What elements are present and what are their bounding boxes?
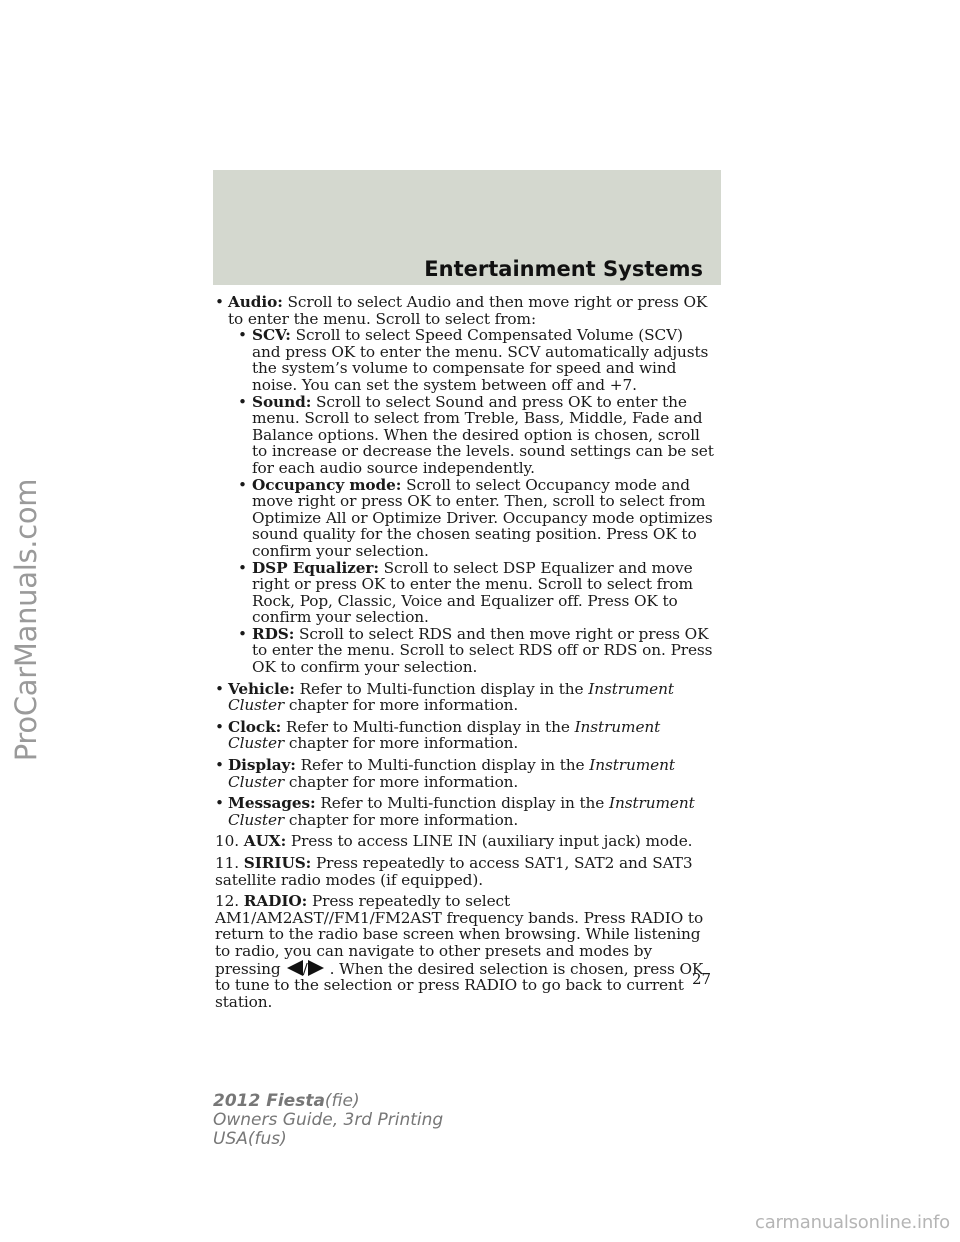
numbered-item-aux xyxy=(215,833,715,850)
item-text: Scroll to select Sound and press OK to enter the menu. Scroll to select from Treble, Bass, Middle, Fade and Balance options. When the desired option is chosen, scroll to increase or decrease the levels. sound settings can be set for each audio source independently. xyxy=(252,392,714,477)
item-text: Scroll to select Speed Compensated Volume (SCV) and press OK to enter the menu. SCV automatically adjusts the system’s volume to compensate for speed and wind noise. You can set the system between off and +7. xyxy=(252,326,709,394)
item-label: SIRIUS: xyxy=(243,854,312,872)
arrow-separator: / xyxy=(302,959,308,978)
chapter-reference: Instrument Cluster xyxy=(228,794,695,829)
bullet: • xyxy=(238,558,247,577)
item-label: AUX: xyxy=(243,832,287,851)
list-item-audio xyxy=(215,294,715,327)
bullet: • xyxy=(238,392,247,411)
item-number: 11. xyxy=(215,854,240,872)
footer-market: USA xyxy=(213,1129,248,1149)
item-text: Refer to Multi-function display in the xyxy=(299,679,589,698)
sub-item-sound xyxy=(229,394,715,477)
footer-model-code: (fie) xyxy=(324,1091,360,1111)
sub-item-rds xyxy=(229,626,715,676)
item-text-tail: chapter for more information. xyxy=(284,696,519,715)
page-content xyxy=(215,294,715,1010)
item-text: Refer to Multi-function display in the xyxy=(320,794,610,813)
item-label: Sound: xyxy=(252,392,312,411)
bullet: • xyxy=(238,624,247,643)
item-label: RADIO: xyxy=(243,892,308,911)
bullet: • xyxy=(238,475,247,494)
list-item-vehicle xyxy=(215,681,715,714)
bullet: • xyxy=(215,794,224,813)
item-label: Display: xyxy=(228,756,296,775)
item-text: Refer to Multi-function display in the xyxy=(300,756,590,775)
item-text: Refer to Multi-function display in the xyxy=(285,717,575,736)
item-text: Press repeatedly to select AM1/AM2AST//FM1/FM2AST frequency bands. Press RADIO to return to the radio base screen when browsing. While listening to radio, you can navigate to other presets and modes by pressing xyxy=(215,892,704,978)
item-text: Press repeatedly to access SAT1, SAT2 and SAT3 satellite radio modes (if equipped). xyxy=(215,854,693,889)
bullet: • xyxy=(238,326,247,345)
item-label: Messages: xyxy=(228,794,316,813)
sub-item-occupancy-mode xyxy=(229,477,715,560)
item-label: Occupancy mode: xyxy=(252,475,402,494)
side-watermark xyxy=(6,420,46,820)
item-label: Audio: xyxy=(228,293,283,311)
item-number: 12. xyxy=(215,892,240,911)
footer-edition-line: Owners Guide, 3rd Printing xyxy=(213,1110,444,1130)
numbered-item-sirius xyxy=(215,855,715,888)
section-title: Entertainment Systems xyxy=(424,257,703,281)
list-item-display xyxy=(215,757,715,790)
item-text-after: . When the desired selection is chosen, press OK to tune to the selection or press RADIO to go back to current station. xyxy=(215,959,704,1011)
section-header-band xyxy=(213,170,721,285)
sub-item-scv xyxy=(229,327,715,393)
item-text: Scroll to select Occupancy mode and move right or press OK to enter. Then, scroll to select from Optimize All or Optimize Driver. Occupancy mode optimizes sound quality for the chosen seating position. Press OK to confirm your selection. xyxy=(252,475,713,560)
item-label: Vehicle: xyxy=(228,679,295,698)
item-text: Scroll to select DSP Equalizer and move right or press OK to enter the menu. Scroll to select from Rock, Pop, Classic, Voice and Equalizer off. Press OK to confirm your selection. xyxy=(252,558,693,627)
item-text-tail: chapter for more information. xyxy=(284,772,519,791)
bottom-watermark: carmanualsonline.info xyxy=(755,1212,950,1233)
footer-model: 2012 Fiesta xyxy=(213,1091,325,1111)
item-text-tail: chapter for more information. xyxy=(284,734,519,753)
footer-market-line xyxy=(213,1130,443,1149)
item-text: Scroll to select Audio and then move right or press OK to enter the menu. Scroll to select from: xyxy=(228,293,708,328)
bullet: • xyxy=(215,679,224,698)
sub-item-dsp-equalizer xyxy=(229,560,715,626)
item-text: Scroll to select RDS and then move right or press OK to enter the menu. Scroll to select RDS off or RDS on. Press OK to confirm your selection. xyxy=(252,624,713,677)
list-item-messages xyxy=(215,795,715,828)
item-number: 10. xyxy=(215,832,240,851)
footer-market-code: (fus) xyxy=(247,1129,287,1149)
item-text-tail: chapter for more information. xyxy=(284,810,519,829)
audio-sub-list xyxy=(215,327,715,675)
item-label: RDS: xyxy=(252,624,295,643)
item-label: SCV: xyxy=(252,326,291,345)
numbered-item-radio xyxy=(215,893,715,1010)
page-number: 27 xyxy=(692,970,712,988)
chapter-reference: Instrument Cluster xyxy=(228,679,674,715)
chapter-reference: Instrument Cluster xyxy=(228,756,675,791)
bullet: • xyxy=(215,717,224,736)
bullet: • xyxy=(215,756,224,775)
seek-right-arrow-icon xyxy=(308,960,324,976)
item-text: Press to access LINE IN (auxiliary input jack) mode. xyxy=(290,832,693,851)
item-label: DSP Equalizer: xyxy=(252,558,379,577)
seek-left-arrow-icon xyxy=(287,960,303,976)
list-item-clock xyxy=(215,719,715,752)
document-footer xyxy=(213,1092,443,1149)
side-watermark-text: ProCarManuals.com xyxy=(9,478,43,762)
chapter-reference: Instrument Cluster xyxy=(228,717,661,753)
footer-model-line xyxy=(213,1092,443,1111)
bullet: • xyxy=(215,293,224,311)
item-label: Clock: xyxy=(228,717,282,736)
